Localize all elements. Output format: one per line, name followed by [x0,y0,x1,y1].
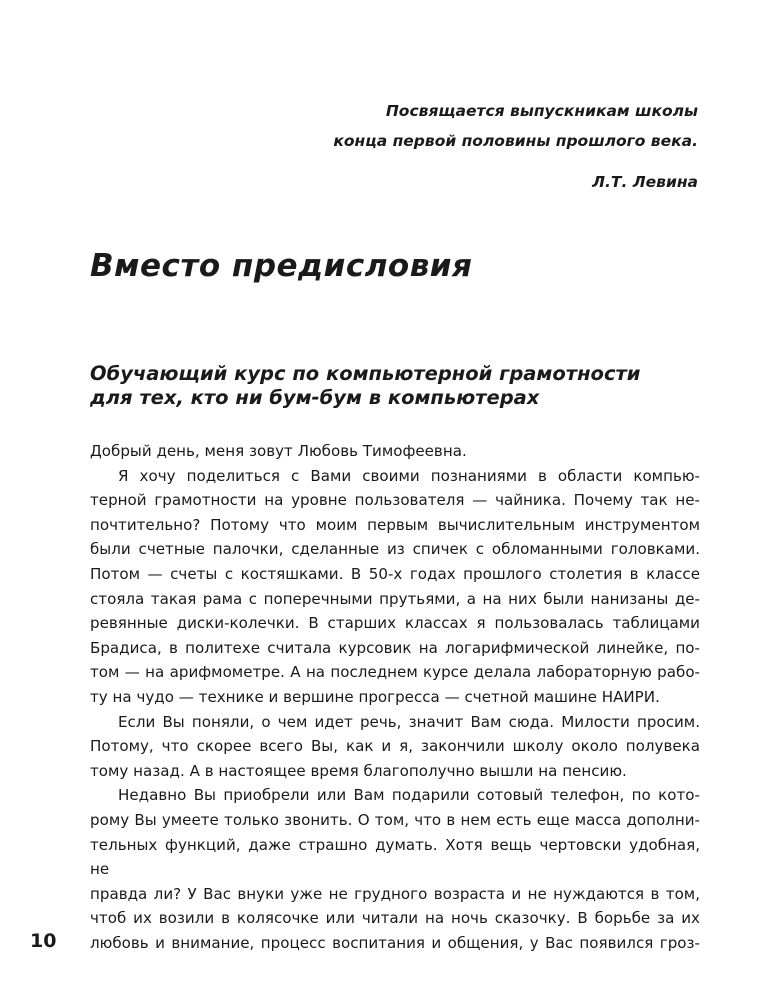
body-line: тому назад. А в настоящее время благополучно вышли на пенсию. [90,761,627,780]
body-line: Потом — счеты с костяшками. В 50-х годах прошлого столетия в классе [90,564,700,583]
body-line: были счетные палочки, сделанные из спичек с обломанными головками. [90,540,700,559]
dedication-line-2: конца первой половины прошлого века. [333,132,698,150]
body-line: Потому, что скорее всего Вы, как и я, закончили школу около полувека [90,737,700,756]
body-line: стояла такая рама с поперечными прутьями, а на них были нанизаны де- [90,589,700,608]
subtitle-line-1: Обучающий курс по компьютерной грамотности [90,362,641,385]
body-line: Если Вы поняли, о чем идет речь, значит Вам сюда. Милости просим. [118,712,700,731]
body-line: чтоб их возили в колясочке или читали на ночь сказочку. В борьбе за их [90,909,700,928]
body-text [90,439,700,955]
page-number: 10 [30,930,57,952]
body-line: Брадиса, в политехе считала курсовик на логарифмической линейке, по- [90,638,700,657]
dedication [88,96,698,156]
body-line: Добрый день, меня зовут Любовь Тимофеевна. [90,442,467,460]
body-line: почтительно? Потому что моим первым вычислительным инструментом [90,515,700,534]
dedication-line-1: Посвящается выпускникам школы [385,102,698,120]
body-line: Недавно Вы приобрели или Вам подарили сотовый телефон, по кото- [118,786,700,805]
body-line: ту на чудо — технике и вершине прогресса — счетной машине НАИРИ. [90,687,660,706]
chapter-title: Вместо предисловия [90,248,473,284]
chapter-subtitle [90,362,700,410]
body-line: тельных функций, даже страшно думать. Хотя вещь чертовски удобная, не [90,835,700,879]
body-line: Я хочу поделиться с Вами своими познаниями в области компью- [118,466,700,485]
body-line: том — на арифмометре. А на последнем курсе делала лабораторную рабо- [90,663,700,682]
dedication-author: Л.Т. Левина [592,173,698,191]
body-line: терной грамотности на уровне пользователя — чайника. Почему так не- [90,491,700,510]
body-line: правда ли? У Вас внуки уже не грудного возраста и не нуждаются в том, [90,884,700,903]
body-line: рому Вы умеете только звонить. О том, что в нем есть еще масса дополни- [90,810,700,829]
body-line: ревянные диски-колечки. В старших классах я пользовалась таблицами [90,614,700,633]
subtitle-line-2: для тех, кто ни бум-бум в компьютерах [90,386,540,409]
body-line: любовь и внимание, процесс воспитания и общения, у Вас появился гроз- [90,933,700,952]
